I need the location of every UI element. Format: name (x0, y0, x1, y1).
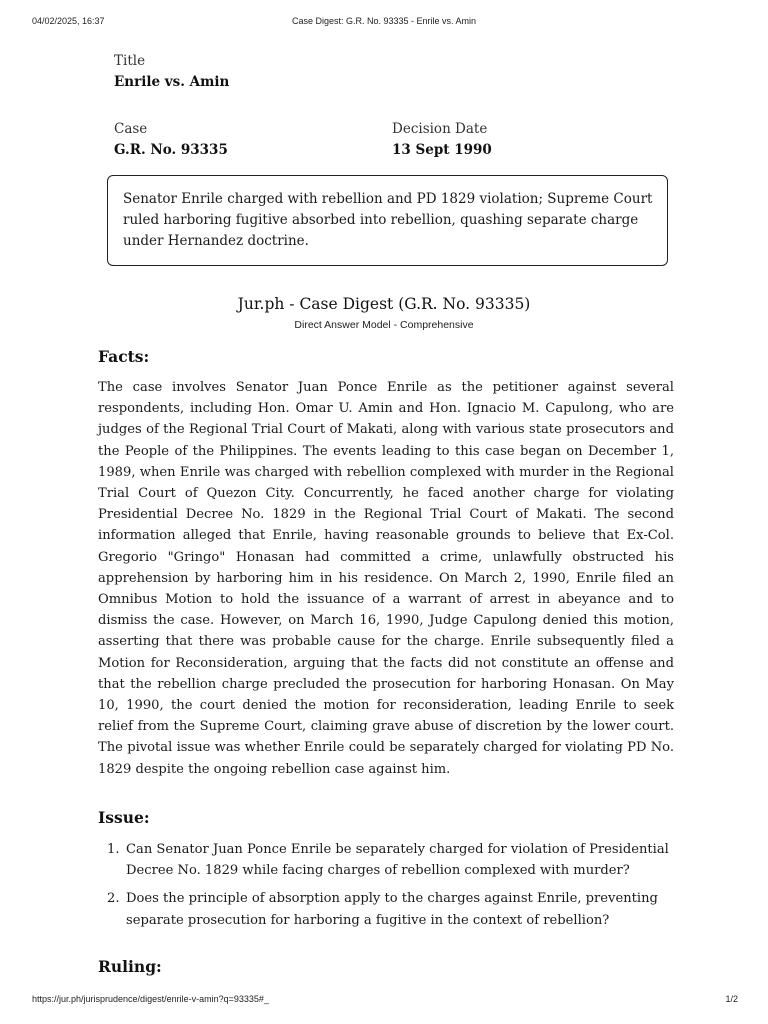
issue-text: Does the principle of absorption apply to the charges against Enrile, preventing separate prosecution for harboring a fugitive in the context of rebellion? (126, 891, 658, 928)
print-datetime: 04/02/2025, 16:37 (32, 16, 105, 26)
decision-date-label: Decision Date (392, 121, 488, 137)
title-value: Enrile vs. Amin (114, 74, 230, 90)
ruling-heading: Ruling: (98, 957, 162, 976)
decision-date-value: 13 Sept 1990 (392, 142, 492, 158)
issue-item (98, 839, 674, 881)
print-page-number: 1/2 (725, 994, 738, 1004)
print-url: https://jur.ph/jurisprudence/digest/enrile-v-amin?q=93335#_ (32, 994, 269, 1004)
issue-text: Can Senator Juan Ponce Enrile be separately charged for violation of Presidential Decree No. 1829 while facing charges of rebellion complexed with murder? (126, 842, 669, 879)
issue-number: 2. (107, 891, 120, 907)
summary-box: Senator Enrile charged with rebellion and PD 1829 violation; Supreme Court ruled harboring fugitive absorbed into rebellion, quashing separate charge under Hernandez doctrine. (107, 175, 668, 266)
digest-subtitle: Direct Answer Model - Comprehensive (294, 319, 474, 331)
issue-number: 1. (107, 842, 120, 857)
case-value: G.R. No. 93335 (114, 142, 228, 158)
title-label: Title (114, 53, 146, 69)
facts-paragraph: The case involves Senator Juan Ponce Enrile as the petitioner against several respondents, including Hon. Omar U. Amin and Hon. Ignacio M. Capulong, who are judges of the Regional Trial Court of Makati, along with various state prosecutors and the People of the Philippines. The events leading to this case began on December 1, 1989, when Enrile was charged with rebellion complexed with murder in the Regional Trial Court of Quezon City. Concurrently, he faced another charge for violating Presidential Decree No. 1829 in the Regional Trial Court of Makati. The second information alleged that Enrile, having reasonable grounds to believe that Ex-Col. Gregorio "Gringo" Honasan had committed a crime, unlawfully obstructed his apprehension by harboring him in his residence. On March 2, 1990, Enrile filed an Omnibus Motion to hold the issuance of a warrant of arrest in abeyance and to dismiss the case. However, on March 16, 1990, Judge Capulong denied this motion, asserting that there was probable cause for the charge. Enrile subsequently filed a Motion for Reconsideration, arguing that the facts did not constitute an offense and that the rebellion charge precluded the prosecution for harboring Honasan. On May 10, 1990, the court denied the motion for reconsideration, leading Enrile to seek relief from the Supreme Court, claiming grave abuse of discretion by the lower court. The pivotal issue was whether Enrile could be separately charged for violating PD No. 1829 despite the ongoing rebellion case against him. (98, 380, 674, 777)
issue-item (98, 888, 674, 930)
issue-heading: Issue: (98, 808, 150, 827)
facts-heading: Facts: (98, 347, 150, 366)
digest-title: Jur.ph - Case Digest (G.R. No. 93335) (237, 295, 531, 313)
print-page-title: Case Digest: G.R. No. 93335 - Enrile vs. Amin (291, 16, 477, 26)
issue-list (98, 839, 674, 938)
case-label: Case (114, 121, 148, 137)
